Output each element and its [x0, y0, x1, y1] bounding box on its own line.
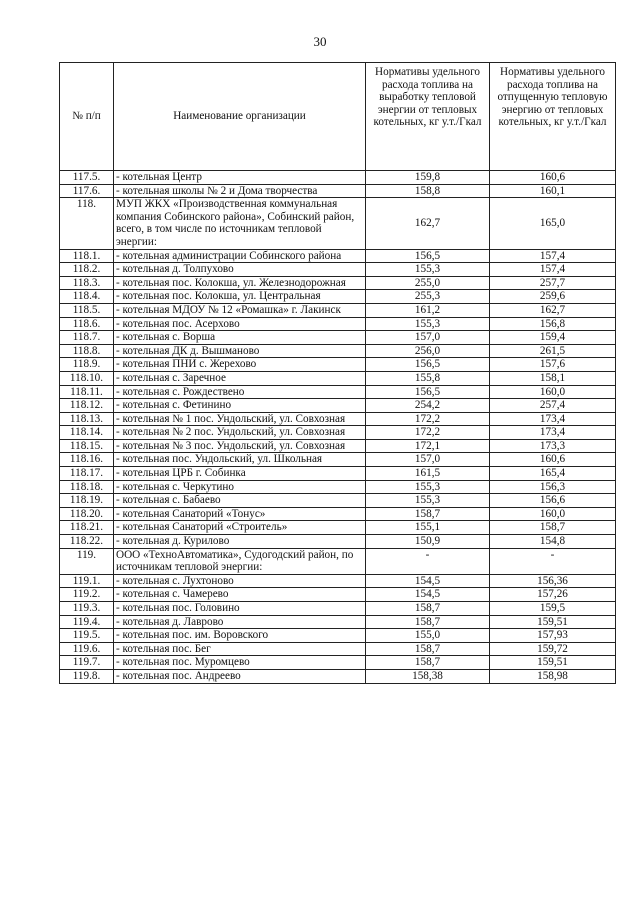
row-norm-production: 162,7 — [366, 198, 490, 249]
row-norm-production: 161,2 — [366, 303, 490, 317]
row-organization: - котельная Санаторий «Тонус» — [114, 507, 366, 521]
row-number: 118.21. — [60, 521, 114, 535]
row-norm-production: 158,7 — [366, 615, 490, 629]
row-norm-supplied: 154,8 — [490, 535, 616, 549]
row-norm-supplied: 157,4 — [490, 249, 616, 263]
table-row — [60, 171, 616, 185]
row-organization: - котельная ПНИ с. Жерехово — [114, 358, 366, 372]
row-norm-production: 158,8 — [366, 184, 490, 198]
table-row — [60, 602, 616, 616]
row-norm-supplied: 157,93 — [490, 629, 616, 643]
table-row — [60, 263, 616, 277]
row-organization: - котельная д. Лаврово — [114, 615, 366, 629]
row-organization: - котельная Санаторий «Строитель» — [114, 521, 366, 535]
row-number: 118.11. — [60, 385, 114, 399]
row-organization: - котельная с. Ворша — [114, 331, 366, 345]
row-organization: МУП ЖКХ «Производственная коммунальная компания Собинского района», Собинский район, всего, в том числе по источникам тепловой энергии: — [114, 198, 366, 249]
page-number: 30 — [313, 34, 327, 49]
row-norm-production: 155,0 — [366, 629, 490, 643]
row-number: 118.9. — [60, 358, 114, 372]
row-norm-production: 255,3 — [366, 290, 490, 304]
row-norm-supplied: 159,51 — [490, 615, 616, 629]
row-organization: - котельная с. Лухтоново — [114, 574, 366, 588]
header-norm-production: Нормативы удельного расхода топлива на выработку тепловой энергии от тепловых котельных, кг у.т./Гкал — [366, 63, 490, 171]
row-norm-production: 158,7 — [366, 656, 490, 670]
row-number: 119.3. — [60, 602, 114, 616]
row-number: 118.12. — [60, 399, 114, 413]
table-row — [60, 426, 616, 440]
row-number: 118.8. — [60, 344, 114, 358]
row-organization: - котельная д. Курилово — [114, 535, 366, 549]
row-norm-production: 154,5 — [366, 574, 490, 588]
row-number: 119.5. — [60, 629, 114, 643]
row-norm-supplied: 160,0 — [490, 385, 616, 399]
row-number: 118.4. — [60, 290, 114, 304]
row-number: 118.15. — [60, 439, 114, 453]
row-number: 117.6. — [60, 184, 114, 198]
row-norm-production: 150,9 — [366, 535, 490, 549]
row-number: 118.13. — [60, 412, 114, 426]
row-organization: - котельная пос. Асерхово — [114, 317, 366, 331]
table-row — [60, 331, 616, 345]
row-number: 118.17. — [60, 467, 114, 481]
row-norm-production: 156,5 — [366, 249, 490, 263]
row-number: 119.8. — [60, 669, 114, 683]
row-norm-production: 159,8 — [366, 171, 490, 185]
table-row — [60, 467, 616, 481]
row-norm-supplied: 257,4 — [490, 399, 616, 413]
row-organization: - котельная № 2 пос. Ундольский, ул. Совхозная — [114, 426, 366, 440]
row-norm-production: 158,7 — [366, 602, 490, 616]
row-norm-production: 154,5 — [366, 588, 490, 602]
row-organization: - котельная администрации Собинского района — [114, 249, 366, 263]
table-row — [60, 548, 616, 574]
row-norm-supplied: 158,1 — [490, 371, 616, 385]
row-norm-supplied: - — [490, 548, 616, 574]
row-norm-production: 155,3 — [366, 480, 490, 494]
row-norm-supplied: 156,8 — [490, 317, 616, 331]
row-norm-production: 158,7 — [366, 507, 490, 521]
row-number: 118.7. — [60, 331, 114, 345]
row-organization: - котельная № 1 пос. Ундольский, ул. Совхозная — [114, 412, 366, 426]
row-organization: - котельная Центр — [114, 171, 366, 185]
row-norm-production: 254,2 — [366, 399, 490, 413]
row-norm-supplied: 257,7 — [490, 276, 616, 290]
norms-table — [59, 62, 616, 684]
row-number: 119.6. — [60, 642, 114, 656]
row-norm-supplied: 157,6 — [490, 358, 616, 372]
table-row — [60, 184, 616, 198]
row-norm-production: 157,0 — [366, 453, 490, 467]
table-row — [60, 453, 616, 467]
table-row — [60, 358, 616, 372]
row-norm-supplied: 159,5 — [490, 602, 616, 616]
table-row — [60, 249, 616, 263]
row-organization: - котельная пос. Колокша, ул. Железнодорожная — [114, 276, 366, 290]
row-norm-production: 155,3 — [366, 317, 490, 331]
row-norm-supplied: 157,4 — [490, 263, 616, 277]
table-row — [60, 480, 616, 494]
row-number: 118.2. — [60, 263, 114, 277]
table-row — [60, 385, 616, 399]
row-number: 118.18. — [60, 480, 114, 494]
row-organization: - котельная № 3 пос. Ундольский, ул. Совхозная — [114, 439, 366, 453]
header-organization: Наименование организации — [114, 63, 366, 171]
table-row — [60, 412, 616, 426]
row-number: 117.5. — [60, 171, 114, 185]
row-norm-production: 158,38 — [366, 669, 490, 683]
row-number: 118.19. — [60, 494, 114, 508]
header-norm-supplied: Нормативы удельного расхода топлива на отпущенную тепловую энергию от тепловых котельных, кг у.т./Гкал — [490, 63, 616, 171]
row-norm-supplied: 165,0 — [490, 198, 616, 249]
row-norm-production: 155,3 — [366, 494, 490, 508]
table-row — [60, 276, 616, 290]
row-organization: - котельная с. Бабаево — [114, 494, 366, 508]
table-row — [60, 535, 616, 549]
row-organization: - котельная с. Рождествено — [114, 385, 366, 399]
row-norm-supplied: 173,4 — [490, 426, 616, 440]
row-norm-supplied: 162,7 — [490, 303, 616, 317]
row-norm-supplied: 173,4 — [490, 412, 616, 426]
row-organization: - котельная с. Чамерево — [114, 588, 366, 602]
row-norm-production: 172,2 — [366, 426, 490, 440]
row-number: 118.14. — [60, 426, 114, 440]
row-norm-supplied: 156,3 — [490, 480, 616, 494]
row-norm-supplied: 156,36 — [490, 574, 616, 588]
table-row — [60, 656, 616, 670]
table-row — [60, 521, 616, 535]
table-row — [60, 439, 616, 453]
row-norm-production: - — [366, 548, 490, 574]
row-norm-production: 172,1 — [366, 439, 490, 453]
row-organization: - котельная с. Фетинино — [114, 399, 366, 413]
row-organization: - котельная пос. Андреево — [114, 669, 366, 683]
table-row — [60, 399, 616, 413]
row-number: 119.4. — [60, 615, 114, 629]
row-norm-supplied: 160,0 — [490, 507, 616, 521]
row-norm-supplied: 159,4 — [490, 331, 616, 345]
row-organization: - котельная ЦРБ г. Собинка — [114, 467, 366, 481]
row-organization: - котельная с. Заречное — [114, 371, 366, 385]
header-number: № п/п — [60, 63, 114, 171]
row-number: 118.10. — [60, 371, 114, 385]
table-row — [60, 198, 616, 249]
row-organization: - котельная МДОУ № 12 «Ромашка» г. Лакинск — [114, 303, 366, 317]
table-row — [60, 317, 616, 331]
row-organization: - котельная ДК д. Вышманово — [114, 344, 366, 358]
table-body — [60, 171, 616, 684]
row-norm-production: 255,0 — [366, 276, 490, 290]
table-row — [60, 615, 616, 629]
row-number: 119.2. — [60, 588, 114, 602]
row-norm-production: 156,5 — [366, 385, 490, 399]
row-organization: - котельная пос. Ундольский, ул. Школьная — [114, 453, 366, 467]
row-norm-production: 256,0 — [366, 344, 490, 358]
table-row — [60, 588, 616, 602]
row-organization: ООО «ТехноАвтоматика», Судогодский район, по источникам тепловой энергии: — [114, 548, 366, 574]
row-norm-supplied: 173,3 — [490, 439, 616, 453]
table-row — [60, 344, 616, 358]
row-organization: - котельная пос. им. Воровского — [114, 629, 366, 643]
row-norm-supplied: 158,98 — [490, 669, 616, 683]
row-number: 118.1. — [60, 249, 114, 263]
table-row — [60, 669, 616, 683]
table-row — [60, 494, 616, 508]
row-number: 119.7. — [60, 656, 114, 670]
row-norm-supplied: 160,1 — [490, 184, 616, 198]
row-norm-production: 161,5 — [366, 467, 490, 481]
row-norm-production: 157,0 — [366, 331, 490, 345]
row-norm-production: 158,7 — [366, 642, 490, 656]
row-norm-production: 155,3 — [366, 263, 490, 277]
row-organization: - котельная пос. Колокша, ул. Центральная — [114, 290, 366, 304]
table-row — [60, 371, 616, 385]
row-norm-supplied: 159,72 — [490, 642, 616, 656]
row-norm-supplied: 156,6 — [490, 494, 616, 508]
row-norm-production: 155,1 — [366, 521, 490, 535]
table-row — [60, 642, 616, 656]
table-row — [60, 290, 616, 304]
row-norm-supplied: 158,7 — [490, 521, 616, 535]
row-norm-supplied: 259,6 — [490, 290, 616, 304]
table-row — [60, 574, 616, 588]
row-number: 119.1. — [60, 574, 114, 588]
row-number: 119. — [60, 548, 114, 574]
row-organization: - котельная пос. Головино — [114, 602, 366, 616]
row-number: 118.20. — [60, 507, 114, 521]
row-norm-supplied: 165,4 — [490, 467, 616, 481]
table-row — [60, 303, 616, 317]
row-norm-supplied: 261,5 — [490, 344, 616, 358]
row-norm-supplied: 160,6 — [490, 453, 616, 467]
row-organization: - котельная с. Черкутино — [114, 480, 366, 494]
row-number: 118.6. — [60, 317, 114, 331]
row-norm-production: 155,8 — [366, 371, 490, 385]
row-organization: - котельная пос. Бег — [114, 642, 366, 656]
row-number: 118. — [60, 198, 114, 249]
row-number: 118.5. — [60, 303, 114, 317]
row-number: 118.3. — [60, 276, 114, 290]
row-organization: - котельная школы № 2 и Дома творчества — [114, 184, 366, 198]
row-norm-supplied: 160,6 — [490, 171, 616, 185]
row-organization: - котельная д. Толпухово — [114, 263, 366, 277]
row-number: 118.22. — [60, 535, 114, 549]
row-norm-supplied: 157,26 — [490, 588, 616, 602]
row-number: 118.16. — [60, 453, 114, 467]
row-norm-production: 172,2 — [366, 412, 490, 426]
row-norm-production: 156,5 — [366, 358, 490, 372]
row-norm-supplied: 159,51 — [490, 656, 616, 670]
table-row — [60, 629, 616, 643]
table-row — [60, 507, 616, 521]
table-header — [60, 63, 616, 171]
row-organization: - котельная пос. Муромцево — [114, 656, 366, 670]
